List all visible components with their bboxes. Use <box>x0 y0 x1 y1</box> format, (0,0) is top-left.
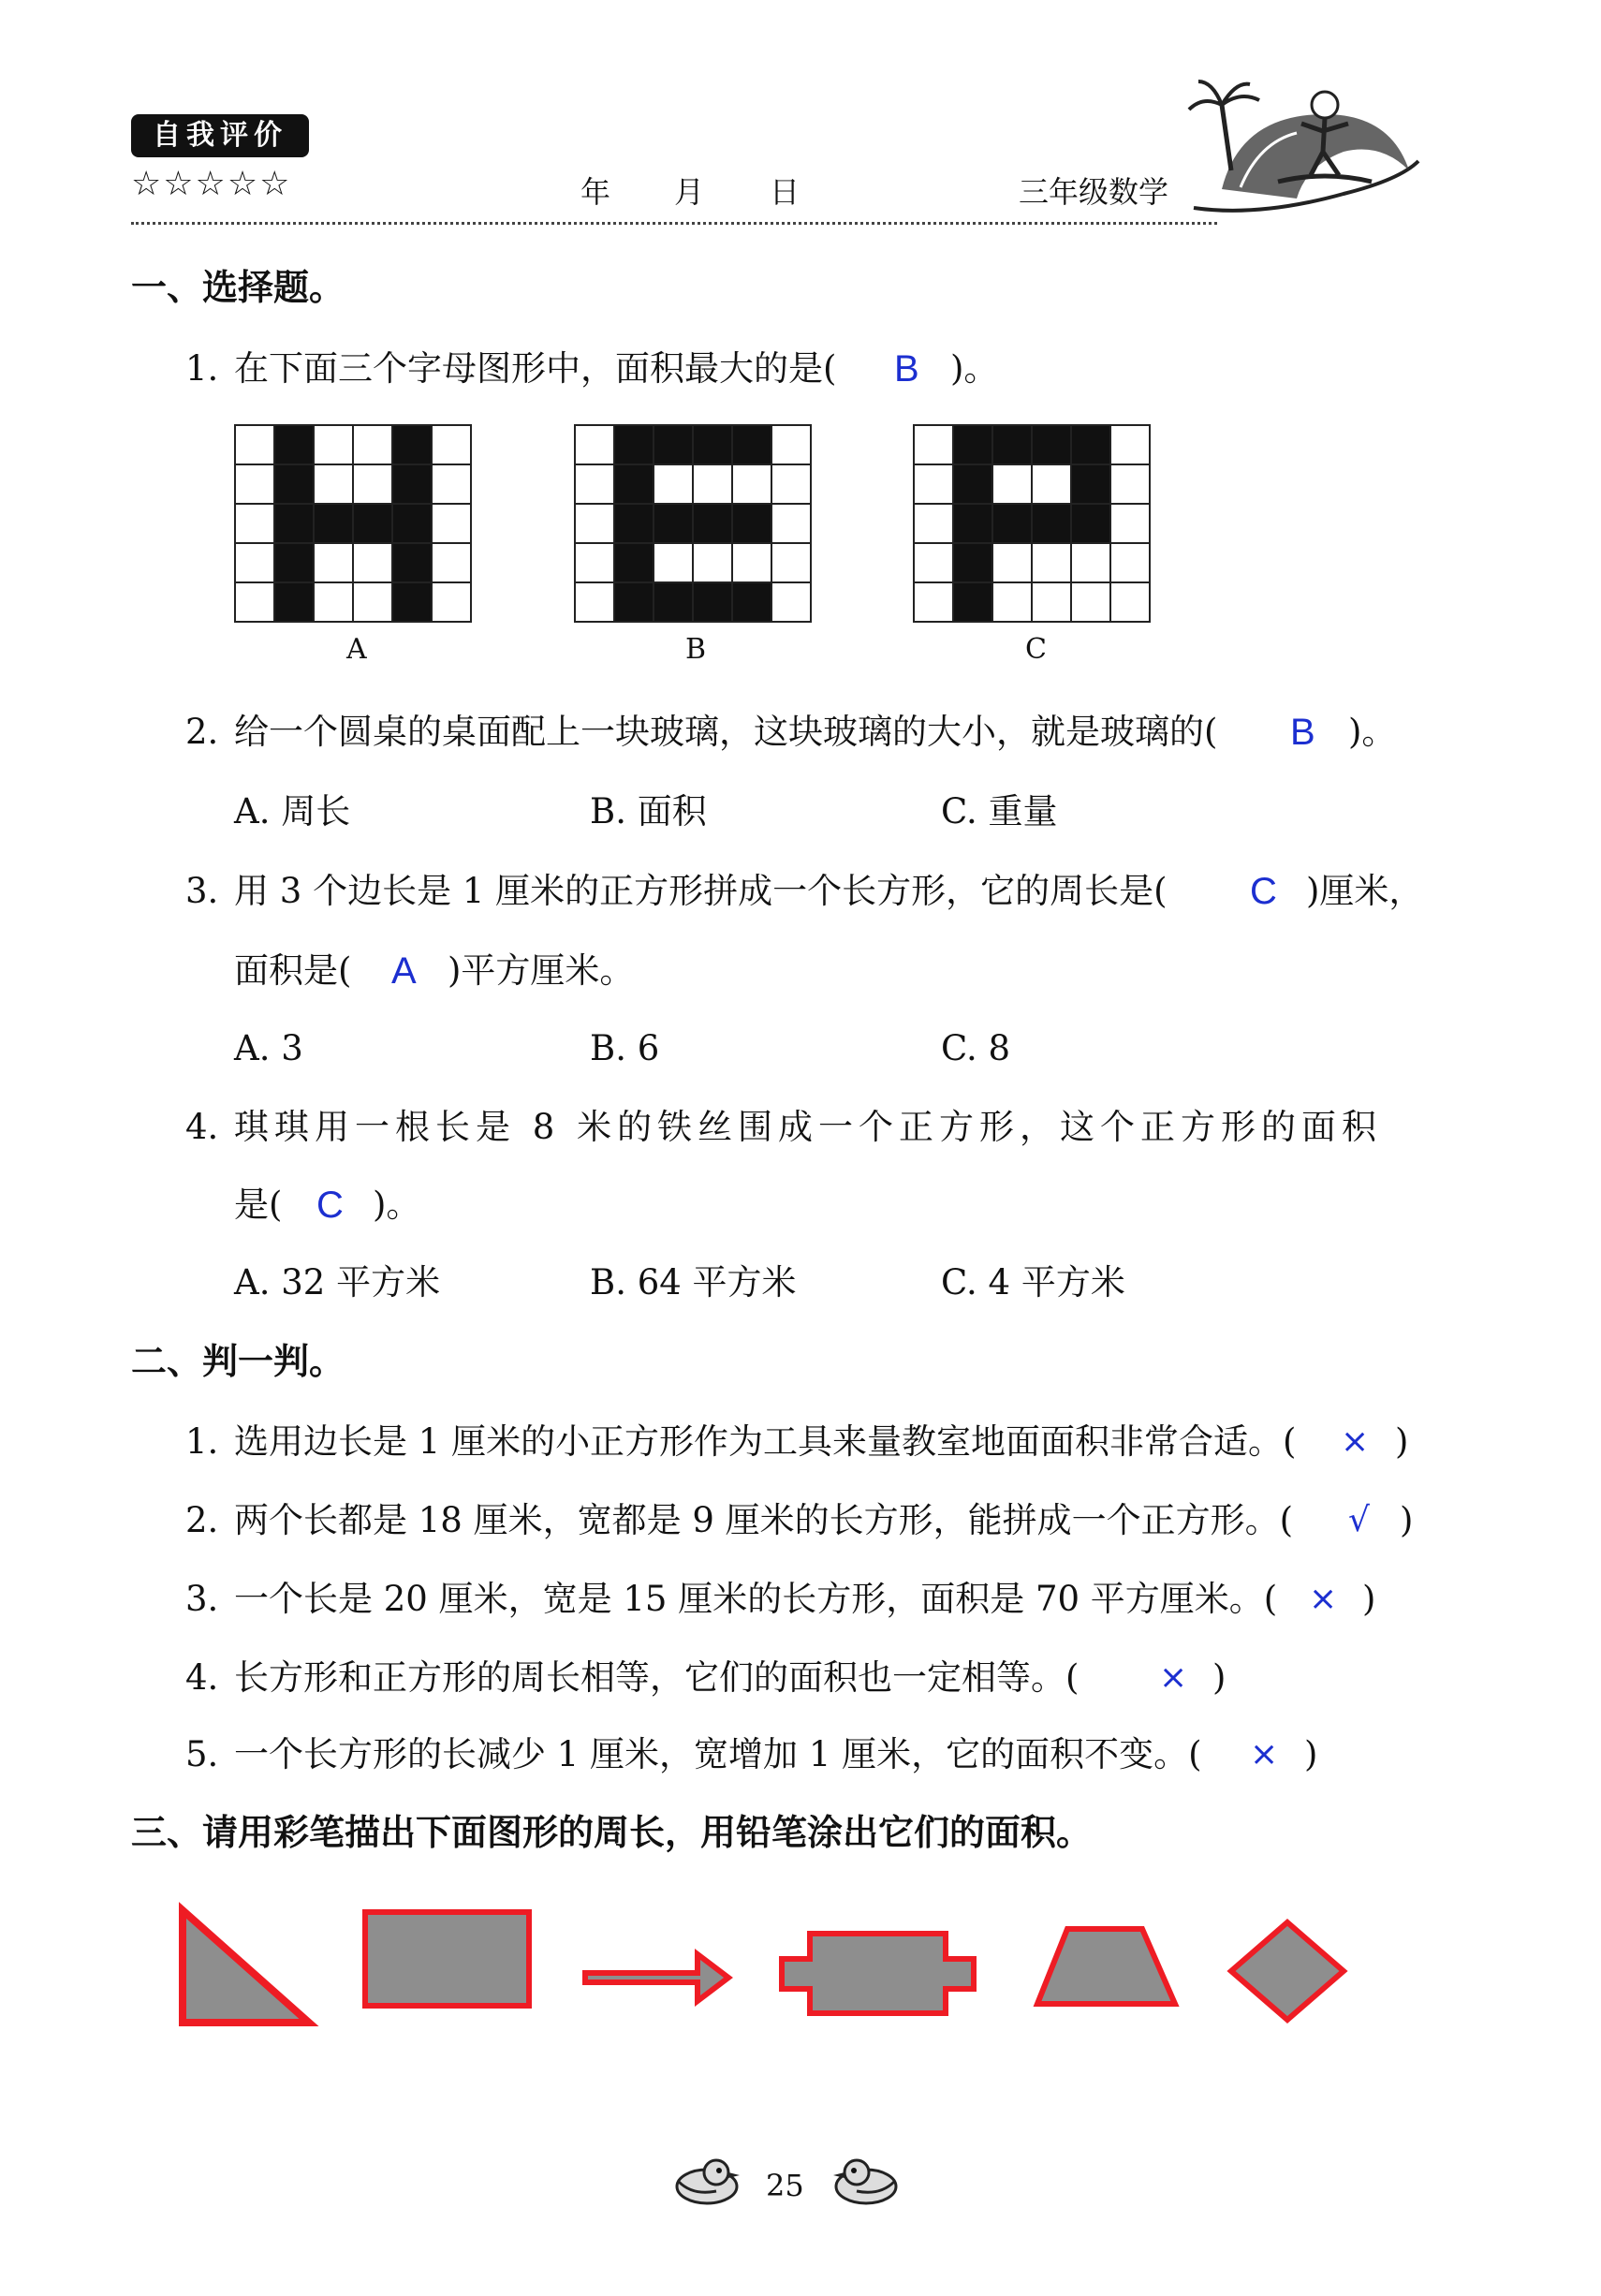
q2-close: )。 <box>1348 712 1397 752</box>
judge-2-number: 2. <box>185 1500 219 1540</box>
judge-1-text: 选用边长是 1 厘米的小正方形作为工具来量教室地面面积非常合适。( <box>234 1421 1297 1462</box>
rating-stars: ☆☆☆☆☆ <box>131 165 292 203</box>
q1-answer: B <box>894 348 919 390</box>
grid-label-a: A <box>346 633 367 666</box>
q4-close: )。 <box>373 1185 421 1225</box>
judge-1-close: ) <box>1395 1421 1409 1462</box>
letter-grid-e <box>574 424 812 623</box>
q3-answer-area: A <box>391 950 417 992</box>
header-divider <box>131 222 1217 225</box>
q3-close: )平方厘米。 <box>448 950 635 991</box>
q1-number: 1. <box>185 348 219 389</box>
bird-left-icon <box>665 2154 749 2210</box>
q2-text: 给一个圆桌的桌面配上一块玻璃，这块玻璃的大小，就是玻璃的( <box>234 712 1218 752</box>
shape-rectangle <box>365 1912 529 2006</box>
q4-number: 4. <box>185 1107 219 1147</box>
q3-line2: 面积是( <box>234 950 352 991</box>
section3-title: 三、请用彩笔描出下面图形的周长，用铅笔涂出它们的面积。 <box>131 1812 1093 1853</box>
section1-title: 一、选择题。 <box>131 267 345 308</box>
shape-cross <box>782 1934 974 2013</box>
surfer-illustration-icon <box>1184 77 1428 227</box>
bird-right-icon <box>824 2154 908 2210</box>
judge-4-number: 4. <box>185 1657 219 1698</box>
judge-2-close: ) <box>1400 1500 1414 1540</box>
judge-5-close: ) <box>1304 1734 1318 1774</box>
shape-arrow <box>585 1954 728 2001</box>
q3-mid: )厘米， <box>1306 871 1424 911</box>
q2-number: 2. <box>185 712 219 752</box>
q4-answer: C <box>316 1185 344 1226</box>
judge-5-number: 5. <box>185 1734 219 1774</box>
q3-number: 3. <box>185 871 219 911</box>
shape-right-triangle <box>183 1910 309 2023</box>
judge-3-mark: × <box>1309 1580 1338 1618</box>
q4-option-a: A. 32 平方米 <box>234 1262 441 1303</box>
q1-text: 在下面三个字母图形中，面积最大的是( <box>234 348 837 389</box>
judge-4-close: ) <box>1212 1657 1226 1698</box>
judge-3-close: ) <box>1362 1579 1376 1619</box>
q2-option-c: C. 重量 <box>941 791 1058 832</box>
q1-close: )。 <box>950 348 999 389</box>
section2-title: 二、判一判。 <box>131 1341 345 1382</box>
q2-option-a: A. 周长 <box>234 791 351 832</box>
q4-line2: 是( <box>234 1185 283 1225</box>
self-evaluation-badge: 自我评价 <box>131 114 309 157</box>
shapes-figure <box>169 1891 1414 2051</box>
shape-rhombus <box>1231 1922 1344 2020</box>
date-month-label: 月 <box>674 174 705 210</box>
date-year-label: 年 <box>580 174 611 210</box>
letter-grid-h <box>234 424 472 623</box>
shape-trapezoid <box>1037 1929 1175 2004</box>
judge-4-mark: × <box>1159 1658 1188 1697</box>
judge-5-text: 一个长方形的长减少 1 厘米，宽增加 1 厘米，它的面积不变。( <box>234 1734 1202 1774</box>
subject-label: 三年级数学 <box>1019 174 1169 210</box>
judge-2-mark: √ <box>1348 1501 1370 1539</box>
judge-5-mark: × <box>1250 1735 1279 1774</box>
judge-3-number: 3. <box>185 1579 219 1619</box>
q3-option-a: A. 3 <box>234 1028 303 1068</box>
q3-text: 用 3 个边长是 1 厘米的正方形拼成一个长方形，它的周长是( <box>234 871 1168 911</box>
q4-option-c: C. 4 平方米 <box>941 1262 1125 1303</box>
judge-4-text: 长方形和正方形的周长相等，它们的面积也一定相等。( <box>234 1657 1080 1698</box>
letter-grid-f <box>913 424 1151 623</box>
page-number: 25 <box>766 2168 804 2203</box>
judge-1-number: 1. <box>185 1421 219 1462</box>
q3-answer-perimeter: C <box>1250 871 1277 912</box>
judge-2-text: 两个长都是 18 厘米，宽都是 9 厘米的长方形，能拼成一个正方形。( <box>234 1500 1294 1540</box>
q4-text: 琪琪用一根长是 8 米的铁丝围成一个正方形，这个正方形的面积 <box>234 1107 1383 1147</box>
q2-answer: B <box>1290 712 1315 753</box>
grid-label-c: C <box>1025 633 1047 666</box>
q4-option-b: B. 64 平方米 <box>590 1262 797 1303</box>
judge-3-text: 一个长是 20 厘米，宽是 15 厘米的长方形，面积是 70 平方厘米。( <box>234 1579 1278 1619</box>
date-day-label: 日 <box>770 174 800 210</box>
grid-label-b: B <box>685 633 707 666</box>
q2-option-b: B. 面积 <box>590 791 707 832</box>
judge-1-mark: × <box>1341 1422 1370 1461</box>
q3-option-b: B. 6 <box>590 1028 660 1068</box>
q3-option-c: C. 8 <box>941 1028 1011 1068</box>
